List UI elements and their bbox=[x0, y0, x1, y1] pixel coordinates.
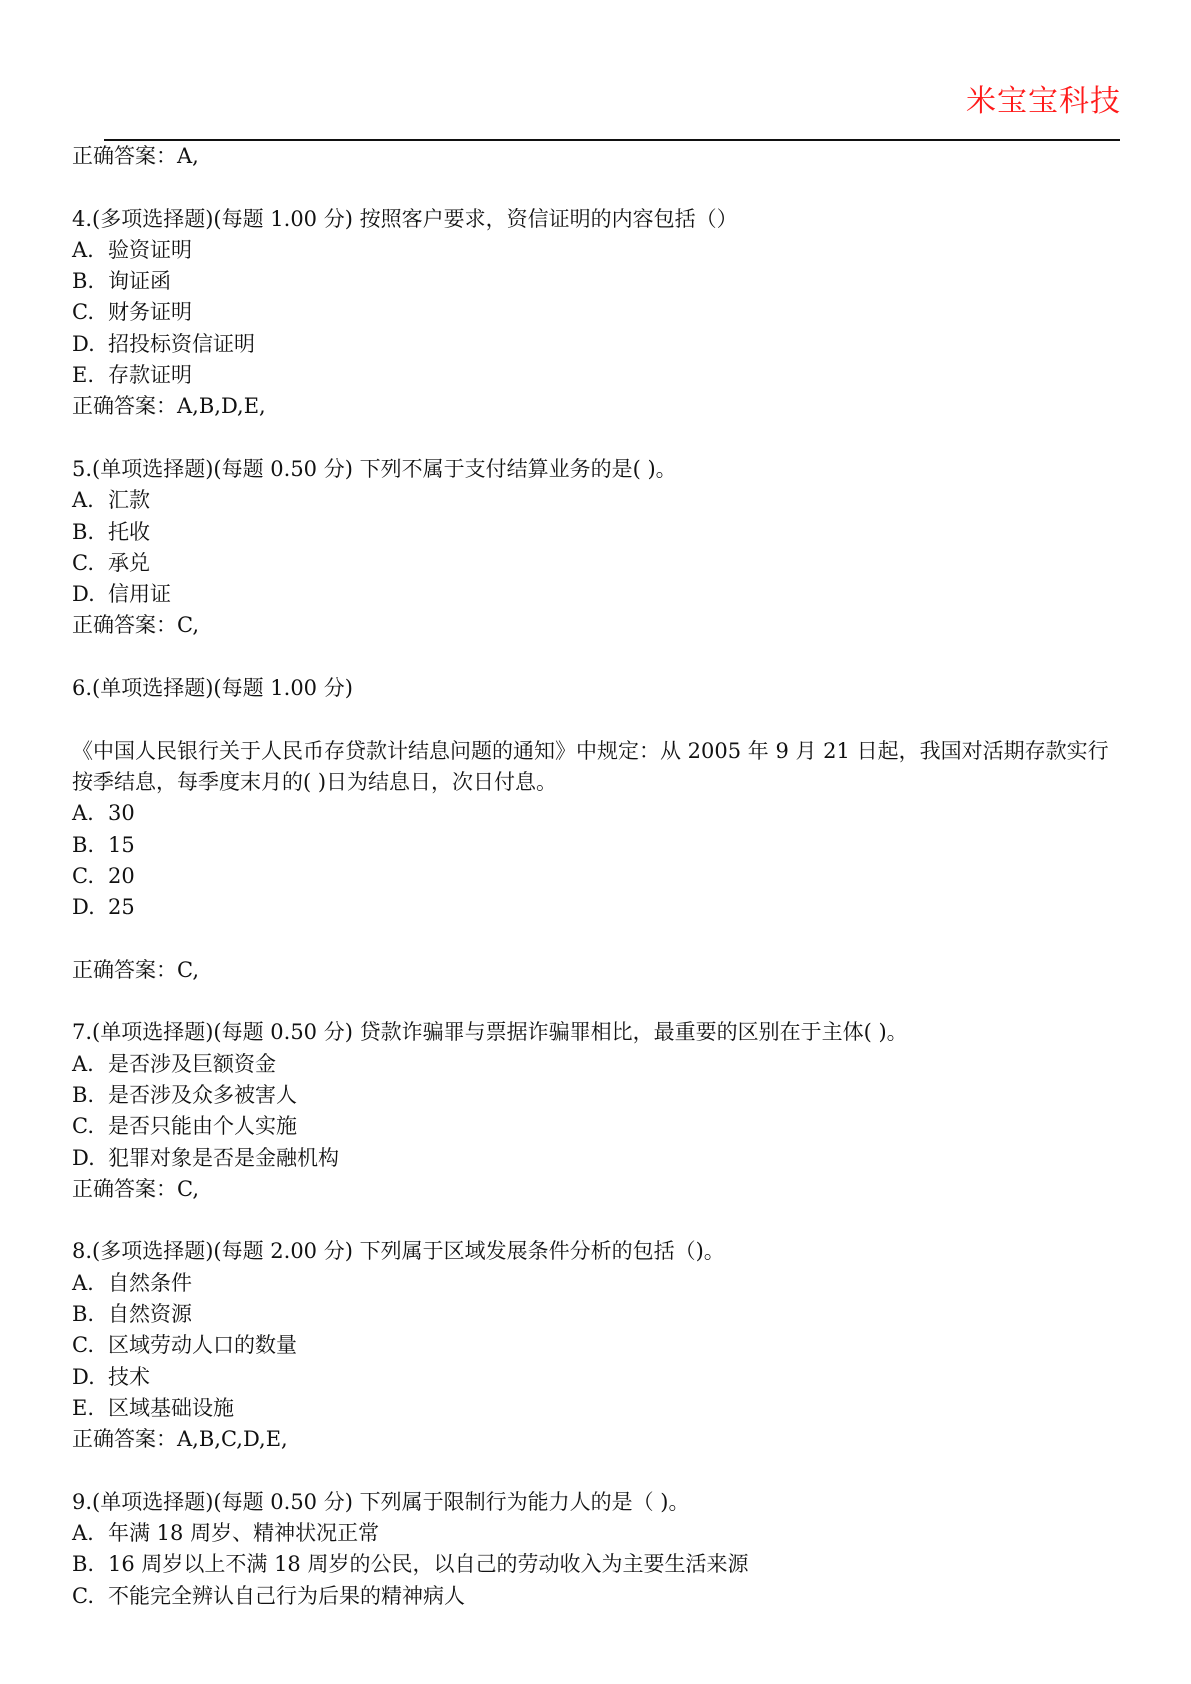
option-item bbox=[72, 861, 1122, 892]
option-text: 存款证明 bbox=[108, 363, 192, 388]
option-text: 年满 18 周岁、精神状况正常 bbox=[108, 1521, 380, 1546]
answer-line: 正确答案：C, bbox=[72, 957, 199, 982]
option-key: C. bbox=[72, 1333, 94, 1358]
option-key: A. bbox=[72, 237, 94, 262]
option-text: 犯罪对象是否是金融机构 bbox=[108, 1145, 339, 1170]
option-item bbox=[72, 1362, 1122, 1393]
option-item bbox=[72, 892, 1122, 923]
option-item bbox=[72, 1581, 1122, 1612]
option-item bbox=[72, 297, 1122, 328]
option-item bbox=[72, 1049, 1122, 1080]
spacer bbox=[72, 172, 1122, 203]
answer-line: 正确答案：A, bbox=[72, 144, 199, 168]
option-item bbox=[72, 830, 1122, 861]
spacer bbox=[72, 986, 1122, 1017]
option-item bbox=[72, 548, 1122, 579]
option-text: 招投标资信证明 bbox=[108, 331, 255, 356]
option-item bbox=[72, 579, 1122, 610]
option-text: 自然资源 bbox=[108, 1301, 192, 1326]
option-key: A. bbox=[72, 1051, 94, 1076]
question-stem: 9.(单项选择题)(每题 0.50 分) 下列属于限制行为能力人的是（ )。 bbox=[72, 1489, 690, 1514]
option-text: 是否只能由个人实施 bbox=[108, 1114, 297, 1139]
spacer bbox=[72, 923, 1122, 954]
option-item bbox=[72, 1299, 1122, 1330]
option-text: 汇款 bbox=[108, 488, 150, 513]
option-key: D. bbox=[72, 331, 95, 356]
answer-line: 正确答案：A,B,D,E, bbox=[72, 394, 266, 419]
option-text: 自然条件 bbox=[108, 1270, 192, 1295]
option-key: B. bbox=[72, 1301, 95, 1326]
option-text: 20 bbox=[108, 863, 135, 888]
option-text: 16 周岁以上不满 18 周岁的公民，以自己的劳动收入为主要生活来源 bbox=[108, 1552, 749, 1577]
option-key: E. bbox=[72, 1395, 95, 1420]
option-item bbox=[72, 485, 1122, 516]
option-key: D. bbox=[72, 1364, 95, 1389]
option-key: A. bbox=[72, 1270, 94, 1295]
option-item bbox=[72, 1268, 1122, 1299]
option-item bbox=[72, 1393, 1122, 1424]
document-body bbox=[72, 141, 1122, 1612]
option-item bbox=[72, 266, 1122, 297]
option-item bbox=[72, 517, 1122, 548]
option-text: 财务证明 bbox=[108, 300, 192, 325]
option-text: 承兑 bbox=[108, 550, 150, 575]
answer-line: 正确答案：C, bbox=[72, 1176, 199, 1201]
option-key: B. bbox=[72, 832, 95, 857]
option-text: 是否涉及众多被害人 bbox=[108, 1082, 297, 1107]
question-stem: 4.(多项选择题)(每题 1.00 分) 按照客户要求，资信证明的内容包括（） bbox=[72, 206, 738, 231]
option-key: E. bbox=[72, 363, 95, 388]
option-item bbox=[72, 1518, 1122, 1549]
option-key: A. bbox=[72, 801, 94, 826]
option-key: C. bbox=[72, 300, 94, 325]
question-stem: 7.(单项选择题)(每题 0.50 分) 贷款诈骗罪与票据诈骗罪相比，最重要的区别在于主体( )。 bbox=[72, 1020, 908, 1045]
option-text: 信用证 bbox=[108, 582, 171, 607]
option-item bbox=[72, 1080, 1122, 1111]
option-text: 区域劳动人口的数量 bbox=[108, 1333, 297, 1358]
option-item bbox=[72, 1330, 1122, 1361]
option-text: 询证函 bbox=[108, 269, 171, 294]
spacer bbox=[72, 642, 1122, 673]
option-text: 30 bbox=[108, 801, 135, 826]
option-text: 验资证明 bbox=[108, 237, 192, 262]
question-stem: 8.(多项选择题)(每题 2.00 分) 下列属于区域发展条件分析的包括（)。 bbox=[72, 1239, 725, 1264]
question-stem: 5.(单项选择题)(每题 0.50 分) 下列不属于支付结算业务的是( )。 bbox=[72, 456, 677, 481]
option-key: C. bbox=[72, 550, 94, 575]
option-key: B. bbox=[72, 1552, 95, 1577]
option-key: B. bbox=[72, 269, 95, 294]
option-key: C. bbox=[72, 863, 94, 888]
option-key: C. bbox=[72, 1114, 94, 1139]
spacer bbox=[72, 1205, 1122, 1236]
option-text: 25 bbox=[108, 895, 135, 920]
option-item bbox=[72, 360, 1122, 391]
brand-logo: 米宝宝科技 bbox=[966, 84, 1121, 119]
option-key: D. bbox=[72, 1145, 95, 1170]
option-text: 技术 bbox=[108, 1364, 150, 1389]
option-key: B. bbox=[72, 519, 95, 544]
option-item bbox=[72, 1143, 1122, 1174]
option-item bbox=[72, 329, 1122, 360]
option-key: A. bbox=[72, 488, 94, 513]
option-text: 不能完全辨认自己行为后果的精神病人 bbox=[108, 1583, 465, 1608]
option-key: C. bbox=[72, 1583, 94, 1608]
question-stem: 6.(单项选择题)(每题 1.00 分) bbox=[72, 676, 353, 701]
spacer bbox=[72, 423, 1122, 454]
question-paragraph: 《中国人民银行关于人民币存贷款计结息问题的通知》中规定：从 2005 年 9 月 21 日起，我国对活期存款实行按季结息，每季度末月的( )日为结息日，次日付息。 bbox=[72, 738, 1109, 794]
answer-line: 正确答案：C, bbox=[72, 613, 199, 638]
option-item bbox=[72, 235, 1122, 266]
spacer bbox=[72, 704, 1122, 735]
option-item bbox=[72, 798, 1122, 829]
answer-line: 正确答案：A,B,C,D,E, bbox=[72, 1427, 288, 1452]
option-key: A. bbox=[72, 1521, 94, 1546]
option-item bbox=[72, 1111, 1122, 1142]
option-key: D. bbox=[72, 895, 95, 920]
spacer bbox=[72, 1455, 1122, 1486]
option-text: 是否涉及巨额资金 bbox=[108, 1051, 276, 1076]
option-key: D. bbox=[72, 582, 95, 607]
option-key: B. bbox=[72, 1082, 95, 1107]
option-text: 15 bbox=[108, 832, 135, 857]
option-item bbox=[72, 1549, 1122, 1580]
option-text: 托收 bbox=[108, 519, 150, 544]
option-text: 区域基础设施 bbox=[108, 1395, 234, 1420]
